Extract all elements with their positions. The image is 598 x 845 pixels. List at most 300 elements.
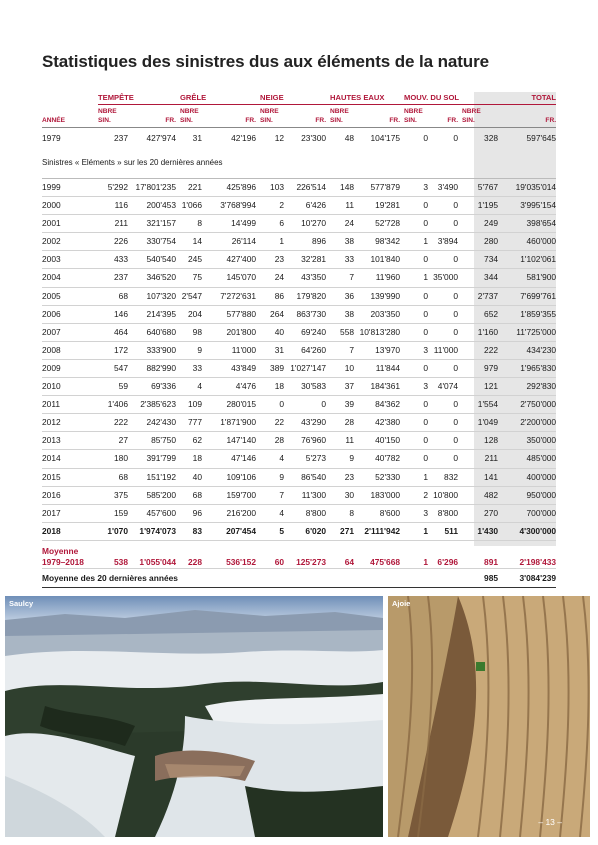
table-cell: 350'000 bbox=[498, 432, 556, 450]
table-cell: 3 bbox=[400, 179, 428, 197]
table-cell: 5'273 bbox=[284, 450, 326, 468]
table-cell: 30 bbox=[326, 486, 354, 504]
table-cell: 652 bbox=[458, 305, 498, 323]
table-cell: 832 bbox=[428, 468, 458, 486]
table-cell: 107'320 bbox=[128, 287, 176, 305]
table-cell: 83 bbox=[176, 522, 202, 540]
table-cell: 228 bbox=[176, 557, 202, 569]
table-cell: 700'000 bbox=[498, 504, 556, 522]
table-cell: 1'859'355 bbox=[498, 305, 556, 323]
table-cell: 457'600 bbox=[128, 504, 176, 522]
table-cell: 1'974'073 bbox=[128, 522, 176, 540]
table-cell: 48 bbox=[326, 128, 354, 149]
table-cell: 6 bbox=[256, 215, 284, 233]
table-cell: 1'160 bbox=[458, 323, 498, 341]
table-cell: 375 bbox=[98, 486, 128, 504]
nbre-header: NBRE SIN. bbox=[330, 108, 349, 124]
table-cell: 7'699'761 bbox=[498, 287, 556, 305]
year-cell: 2010 bbox=[42, 378, 98, 396]
table-cell: 1 bbox=[400, 468, 428, 486]
table-cell: 32'281 bbox=[284, 251, 326, 269]
fr-header: FR. bbox=[389, 117, 401, 124]
table-cell: 6'296 bbox=[428, 557, 458, 569]
table-cell: 147'140 bbox=[202, 432, 256, 450]
tractor-icon bbox=[476, 662, 485, 671]
table-cell: 109'106 bbox=[202, 468, 256, 486]
table-cell: 159'700 bbox=[202, 486, 256, 504]
table-cell: 216'200 bbox=[202, 504, 256, 522]
table-cell: 42'380 bbox=[354, 414, 400, 432]
table-cell: 271 bbox=[326, 522, 354, 540]
table-cell: 0 bbox=[400, 414, 428, 432]
table-cell: 59 bbox=[98, 378, 128, 396]
table-cell: 1'070 bbox=[98, 522, 128, 540]
table-cell: 3 bbox=[400, 504, 428, 522]
table-cell: 172 bbox=[98, 341, 128, 359]
year-cell: 2015 bbox=[42, 468, 98, 486]
table-cell: 30'583 bbox=[284, 378, 326, 396]
table-cell: 121 bbox=[458, 378, 498, 396]
table-cell: 43'290 bbox=[284, 414, 326, 432]
table-cell: 207'454 bbox=[202, 522, 256, 540]
table-cell: 5'292 bbox=[98, 179, 128, 197]
moyenne-label: Moyenne bbox=[42, 545, 79, 556]
table-cell: 148 bbox=[326, 179, 354, 197]
table-cell: 64 bbox=[326, 557, 354, 569]
table-cell: 482 bbox=[458, 486, 498, 504]
table-cell: 270 bbox=[458, 504, 498, 522]
table-row bbox=[42, 323, 556, 341]
table-cell: 104'175 bbox=[354, 128, 400, 149]
table-row bbox=[42, 197, 556, 215]
table-cell: 389 bbox=[256, 359, 284, 377]
sub-header-row bbox=[42, 105, 556, 128]
nbre-header: NBRE SIN. bbox=[462, 108, 481, 124]
table-cell: 38 bbox=[326, 305, 354, 323]
table-cell: 226'514 bbox=[284, 179, 326, 197]
saulcy-landscape-image bbox=[5, 596, 383, 837]
table-cell: 226 bbox=[98, 233, 128, 251]
table-cell: 1'965'830 bbox=[498, 359, 556, 377]
table-cell: 47'146 bbox=[202, 450, 256, 468]
table-cell: 28 bbox=[326, 414, 354, 432]
table-cell: 159 bbox=[98, 504, 128, 522]
page-number: – 13 – bbox=[538, 817, 562, 827]
moyenne-period: 1979–2018 bbox=[42, 557, 98, 569]
table-cell: 23 bbox=[326, 468, 354, 486]
table-cell: 6'020 bbox=[284, 522, 326, 540]
table-cell: 145'070 bbox=[202, 269, 256, 287]
table-row bbox=[42, 179, 556, 197]
table-cell: 547 bbox=[98, 359, 128, 377]
table-cell: 245 bbox=[176, 251, 202, 269]
table-row bbox=[42, 504, 556, 522]
table-cell: 183'000 bbox=[354, 486, 400, 504]
table-cell: 511 bbox=[428, 522, 458, 540]
table-cell: 292'830 bbox=[498, 378, 556, 396]
table-row bbox=[42, 215, 556, 233]
table-cell: 62 bbox=[176, 432, 202, 450]
avg20-nbre: 985 bbox=[458, 568, 498, 587]
table-cell: 52'330 bbox=[354, 468, 400, 486]
table-cell: 577'879 bbox=[354, 179, 400, 197]
table-cell: 344 bbox=[458, 269, 498, 287]
table-cell: 1'871'900 bbox=[202, 414, 256, 432]
year-cell: 2001 bbox=[42, 215, 98, 233]
table-cell: 11'844 bbox=[354, 359, 400, 377]
table-cell: 8'800 bbox=[284, 504, 326, 522]
table-cell: 3 bbox=[400, 341, 428, 359]
table-row-1979 bbox=[42, 128, 556, 149]
table-cell: 75 bbox=[176, 269, 202, 287]
table-cell: 17'801'235 bbox=[128, 179, 176, 197]
table-cell: 19'035'014 bbox=[498, 179, 556, 197]
saulcy-photo bbox=[5, 596, 383, 837]
statistics-table bbox=[42, 92, 556, 588]
table-cell: 0 bbox=[428, 287, 458, 305]
table-cell: 264 bbox=[256, 305, 284, 323]
table-cell: 4'300'000 bbox=[498, 522, 556, 540]
year-cell: 2017 bbox=[42, 504, 98, 522]
table-cell: 2'385'623 bbox=[128, 396, 176, 414]
table-cell: 1 bbox=[256, 233, 284, 251]
table-cell: 14'499 bbox=[202, 215, 256, 233]
table-cell: 13'970 bbox=[354, 341, 400, 359]
table-cell: 9 bbox=[176, 341, 202, 359]
table-row bbox=[42, 396, 556, 414]
year-cell: 2006 bbox=[42, 305, 98, 323]
table-cell: 485'000 bbox=[498, 450, 556, 468]
table-cell: 31 bbox=[176, 128, 202, 149]
ajoie-photo bbox=[388, 596, 590, 837]
table-cell: 221 bbox=[176, 179, 202, 197]
table-cell: 64'260 bbox=[284, 341, 326, 359]
table-cell: 180 bbox=[98, 450, 128, 468]
table-cell: 1 bbox=[400, 269, 428, 287]
table-cell: 43'849 bbox=[202, 359, 256, 377]
table-cell: 0 bbox=[256, 396, 284, 414]
table-cell: 0 bbox=[428, 215, 458, 233]
category-hautes-eaux: HAUTES EAUX bbox=[326, 92, 400, 105]
table-cell: 109 bbox=[176, 396, 202, 414]
table-cell: 464 bbox=[98, 323, 128, 341]
table-cell: 1 bbox=[400, 522, 428, 540]
table-cell: 0 bbox=[428, 305, 458, 323]
table-cell: 2'198'433 bbox=[498, 557, 556, 569]
table-cell: 1'406 bbox=[98, 396, 128, 414]
table-cell: 222 bbox=[98, 414, 128, 432]
table-row bbox=[42, 359, 556, 377]
table-cell: 85'750 bbox=[128, 432, 176, 450]
table-cell: 11'960 bbox=[354, 269, 400, 287]
table-cell: 151'192 bbox=[128, 468, 176, 486]
table-cell: 237 bbox=[98, 269, 128, 287]
category-tempete: TEMPÊTE bbox=[98, 92, 176, 105]
data-rows bbox=[42, 179, 556, 523]
table-cell: 777 bbox=[176, 414, 202, 432]
table-cell: 1'027'147 bbox=[284, 359, 326, 377]
table-cell: 597'645 bbox=[498, 128, 556, 149]
avg20-fr: 3'084'239 bbox=[498, 568, 556, 587]
table-cell: 86 bbox=[256, 287, 284, 305]
table-cell: 0 bbox=[400, 432, 428, 450]
table-cell: 23 bbox=[256, 251, 284, 269]
table-cell: 7 bbox=[326, 269, 354, 287]
table-cell: 538 bbox=[98, 557, 128, 569]
moyenne-row-label bbox=[42, 540, 556, 557]
table-cell: 4'074 bbox=[428, 378, 458, 396]
table-cell: 2 bbox=[400, 486, 428, 504]
table-row bbox=[42, 378, 556, 396]
table-cell: 52'728 bbox=[354, 215, 400, 233]
table-cell: 321'157 bbox=[128, 215, 176, 233]
table-cell: 585'200 bbox=[128, 486, 176, 504]
table-row bbox=[42, 468, 556, 486]
avg20-row bbox=[42, 568, 556, 587]
table-cell: 0 bbox=[400, 197, 428, 215]
table-row bbox=[42, 287, 556, 305]
table-cell: 1 bbox=[400, 233, 428, 251]
table-cell: 39 bbox=[326, 396, 354, 414]
table-cell: 200'453 bbox=[128, 197, 176, 215]
table-cell: 2'200'000 bbox=[498, 414, 556, 432]
year-cell: 2008 bbox=[42, 341, 98, 359]
table-cell: 0 bbox=[428, 197, 458, 215]
table-cell: 76'960 bbox=[284, 432, 326, 450]
table-cell: 249 bbox=[458, 215, 498, 233]
table-cell: 0 bbox=[428, 128, 458, 149]
table-cell: 11 bbox=[326, 197, 354, 215]
table-cell: 0 bbox=[400, 450, 428, 468]
table-cell: 125'273 bbox=[284, 557, 326, 569]
table-cell: 31 bbox=[256, 341, 284, 359]
table-cell: 22 bbox=[256, 414, 284, 432]
table-cell: 400'000 bbox=[498, 468, 556, 486]
table-cell: 24 bbox=[326, 215, 354, 233]
table-cell: 242'430 bbox=[128, 414, 176, 432]
table-cell: 128 bbox=[458, 432, 498, 450]
table-row bbox=[42, 341, 556, 359]
table-cell: 863'730 bbox=[284, 305, 326, 323]
table-row bbox=[42, 450, 556, 468]
table-row-2018 bbox=[42, 522, 556, 540]
category-neige: NEIGE bbox=[256, 92, 326, 105]
table-cell: 9 bbox=[326, 450, 354, 468]
table-cell: 211 bbox=[458, 450, 498, 468]
table-cell: 577'880 bbox=[202, 305, 256, 323]
table-cell: 40'782 bbox=[354, 450, 400, 468]
table-cell: 23'300 bbox=[284, 128, 326, 149]
table-cell: 734 bbox=[458, 251, 498, 269]
table-cell: 2'737 bbox=[458, 287, 498, 305]
table-cell: 10'800 bbox=[428, 486, 458, 504]
table-cell: 4 bbox=[176, 378, 202, 396]
table-cell: 68 bbox=[98, 287, 128, 305]
table-cell: 86'540 bbox=[284, 468, 326, 486]
table-cell: 11'000 bbox=[428, 341, 458, 359]
table-cell: 3'768'994 bbox=[202, 197, 256, 215]
table-cell: 11'000 bbox=[202, 341, 256, 359]
fr-header: FR. bbox=[315, 117, 327, 124]
table-cell: 4'476 bbox=[202, 378, 256, 396]
table-row bbox=[42, 432, 556, 450]
table-cell: 4 bbox=[256, 504, 284, 522]
year-cell: 1999 bbox=[42, 179, 98, 197]
table-cell: 11'725'000 bbox=[498, 323, 556, 341]
table-cell: 37 bbox=[326, 378, 354, 396]
table-cell: 425'896 bbox=[202, 179, 256, 197]
table-cell: 3'894 bbox=[428, 233, 458, 251]
category-mouv-du-sol: MOUV. DU SOL bbox=[400, 92, 458, 105]
table-cell: 60 bbox=[256, 557, 284, 569]
table-cell: 0 bbox=[428, 450, 458, 468]
nbre-header: NBRE SIN. bbox=[404, 108, 423, 124]
table-cell: 1'430 bbox=[458, 522, 498, 540]
table-cell: 2'547 bbox=[176, 287, 202, 305]
table-cell: 4 bbox=[256, 450, 284, 468]
table-cell: 433 bbox=[98, 251, 128, 269]
table-cell: 434'230 bbox=[498, 341, 556, 359]
table-cell: 398'654 bbox=[498, 215, 556, 233]
year-cell: 2004 bbox=[42, 269, 98, 287]
table-row bbox=[42, 486, 556, 504]
table-cell: 214'395 bbox=[128, 305, 176, 323]
table-row bbox=[42, 269, 556, 287]
category-grele: GRÊLE bbox=[176, 92, 256, 105]
table-cell: 2'111'942 bbox=[354, 522, 400, 540]
year-cell: 2016 bbox=[42, 486, 98, 504]
year-cell: 2012 bbox=[42, 414, 98, 432]
table-cell: 0 bbox=[428, 414, 458, 432]
table-cell: 882'990 bbox=[128, 359, 176, 377]
table-cell: 222 bbox=[458, 341, 498, 359]
table-cell: 98 bbox=[176, 323, 202, 341]
table-cell: 0 bbox=[400, 287, 428, 305]
year-cell: 2011 bbox=[42, 396, 98, 414]
table-cell: 10'270 bbox=[284, 215, 326, 233]
nbre-header: NBRE SIN. bbox=[260, 108, 279, 124]
table-row bbox=[42, 251, 556, 269]
table-cell: 640'680 bbox=[128, 323, 176, 341]
table-cell: 5'767 bbox=[458, 179, 498, 197]
table-cell: 69'336 bbox=[128, 378, 176, 396]
annee-header: ANNÉE bbox=[42, 117, 66, 124]
table-cell: 8'600 bbox=[354, 504, 400, 522]
table-cell: 1'195 bbox=[458, 197, 498, 215]
table-cell: 475'668 bbox=[354, 557, 400, 569]
table-cell: 203'350 bbox=[354, 305, 400, 323]
table-cell: 333'900 bbox=[128, 341, 176, 359]
table-cell: 26'114 bbox=[202, 233, 256, 251]
table-cell: 1979 bbox=[42, 128, 98, 149]
table-cell: 0 bbox=[428, 432, 458, 450]
moyenne-row bbox=[42, 557, 556, 569]
table-cell: 1'049 bbox=[458, 414, 498, 432]
table-cell: 101'840 bbox=[354, 251, 400, 269]
avg20-label: Moyenne des 20 dernières années bbox=[42, 568, 458, 587]
table-cell: 0 bbox=[400, 128, 428, 149]
table-cell: 18 bbox=[176, 450, 202, 468]
table-cell: 40'150 bbox=[354, 432, 400, 450]
table-cell: 2018 bbox=[42, 522, 98, 540]
table-cell: 40 bbox=[256, 323, 284, 341]
table-cell: 68 bbox=[98, 468, 128, 486]
section-header-row bbox=[42, 148, 556, 179]
table-cell: 211 bbox=[98, 215, 128, 233]
table-cell: 891 bbox=[458, 557, 498, 569]
table-cell: 40 bbox=[176, 468, 202, 486]
table-cell: 33 bbox=[326, 251, 354, 269]
year-cell: 2009 bbox=[42, 359, 98, 377]
fr-header: FR. bbox=[545, 117, 557, 124]
table-cell: 0 bbox=[400, 323, 428, 341]
table-cell: 11 bbox=[326, 432, 354, 450]
table-cell: 391'799 bbox=[128, 450, 176, 468]
table-cell: 7 bbox=[326, 341, 354, 359]
table-cell: 558 bbox=[326, 323, 354, 341]
photo-label-ajoie: Ajoie bbox=[392, 599, 411, 608]
table-cell: 12 bbox=[256, 128, 284, 149]
table-cell: 540'540 bbox=[128, 251, 176, 269]
table-cell: 3'995'154 bbox=[498, 197, 556, 215]
fr-header: FR. bbox=[245, 117, 257, 124]
table-cell: 98'342 bbox=[354, 233, 400, 251]
table-cell: 328 bbox=[458, 128, 498, 149]
table-cell: 0 bbox=[428, 251, 458, 269]
table-cell: 1'102'061 bbox=[498, 251, 556, 269]
table-cell: 1'066 bbox=[176, 197, 202, 215]
table-cell: 330'754 bbox=[128, 233, 176, 251]
table-cell: 139'990 bbox=[354, 287, 400, 305]
table-cell: 979 bbox=[458, 359, 498, 377]
table-cell: 280 bbox=[458, 233, 498, 251]
table-cell: 14 bbox=[176, 233, 202, 251]
table-cell: 19'281 bbox=[354, 197, 400, 215]
table-cell: 0 bbox=[284, 396, 326, 414]
table-cell: 0 bbox=[400, 305, 428, 323]
year-cell: 2007 bbox=[42, 323, 98, 341]
table-cell: 184'361 bbox=[354, 378, 400, 396]
table-cell: 8 bbox=[326, 504, 354, 522]
nbre-header: NBRE SIN. bbox=[180, 108, 199, 124]
table-cell: 28 bbox=[256, 432, 284, 450]
table-cell: 0 bbox=[428, 359, 458, 377]
table-cell: 0 bbox=[400, 359, 428, 377]
table-cell: 10'813'280 bbox=[354, 323, 400, 341]
table-cell: 1'055'044 bbox=[128, 557, 176, 569]
table-cell: 1 bbox=[400, 557, 428, 569]
table-cell: 1'554 bbox=[458, 396, 498, 414]
ajoie-field-image bbox=[388, 596, 590, 837]
table-cell: 43'350 bbox=[284, 269, 326, 287]
photo-label-saulcy: Saulcy bbox=[9, 599, 34, 608]
table-cell: 201'800 bbox=[202, 323, 256, 341]
table-cell: 69'240 bbox=[284, 323, 326, 341]
table-cell: 460'000 bbox=[498, 233, 556, 251]
year-cell: 2005 bbox=[42, 287, 98, 305]
nbre-header: NBRE SIN. bbox=[98, 108, 117, 124]
table-cell: 38 bbox=[326, 233, 354, 251]
year-cell: 2013 bbox=[42, 432, 98, 450]
table-cell: 116 bbox=[98, 197, 128, 215]
table-cell: 427'400 bbox=[202, 251, 256, 269]
table-cell: 237 bbox=[98, 128, 128, 149]
table-cell: 0 bbox=[400, 251, 428, 269]
table-cell: 2 bbox=[256, 197, 284, 215]
table-cell: 950'000 bbox=[498, 486, 556, 504]
table-cell: 84'362 bbox=[354, 396, 400, 414]
fr-header: FR. bbox=[447, 117, 459, 124]
